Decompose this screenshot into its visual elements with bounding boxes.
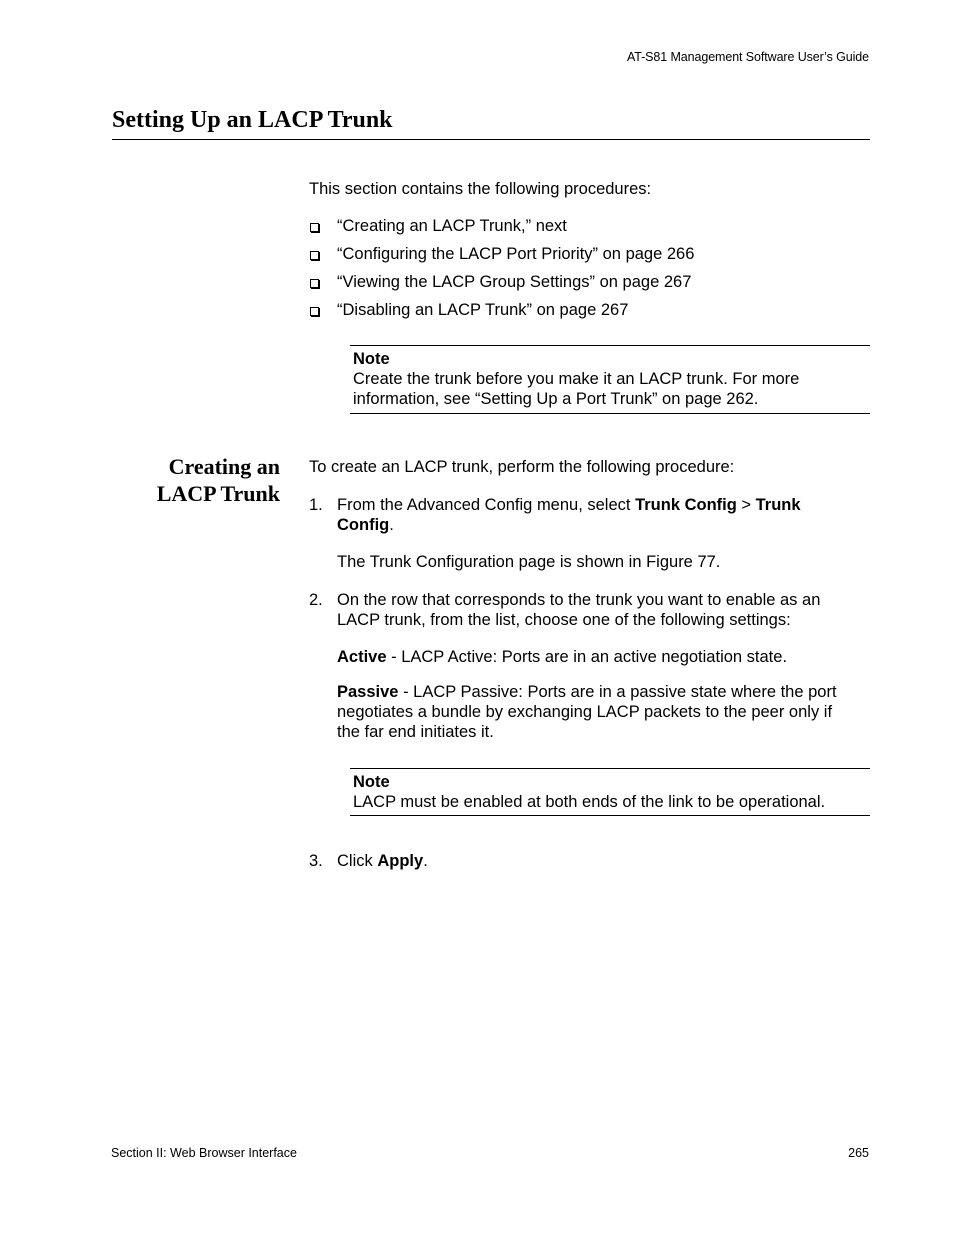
step-number: 2. bbox=[309, 591, 323, 609]
option-desc-line: negotiates a bundle by exchanging LACP packets to the peer only if bbox=[337, 703, 833, 721]
option-active bbox=[337, 647, 870, 667]
list-item bbox=[309, 272, 694, 300]
note-box bbox=[350, 768, 870, 816]
section-title: Setting Up an LACP Trunk bbox=[112, 107, 393, 133]
step-text-span: Click bbox=[337, 852, 378, 870]
subsection-title bbox=[157, 453, 280, 507]
option-desc: - LACP Active: Ports are in an active negotiation state. bbox=[386, 648, 788, 666]
step-number: 3. bbox=[309, 852, 323, 870]
step-text bbox=[337, 495, 870, 535]
menu-path-bold: Config bbox=[337, 516, 390, 534]
option-label: Active bbox=[337, 648, 387, 666]
checkbox-bullet-icon bbox=[310, 223, 319, 232]
note-line: information, see “Setting Up a Port Trunk” on page 262. bbox=[353, 390, 759, 408]
step-text-span: . bbox=[423, 852, 428, 870]
list-item-text: “Disabling an LACP Trunk” on page 267 bbox=[337, 301, 629, 319]
option-desc: - LACP Passive: Ports are in a passive state where the port bbox=[398, 683, 837, 701]
checkbox-bullet-icon bbox=[310, 251, 319, 260]
option-passive bbox=[337, 682, 870, 742]
checkbox-bullet-icon bbox=[310, 307, 319, 316]
step-text-span: > bbox=[736, 496, 756, 514]
note-heading: Note bbox=[353, 350, 390, 368]
note-heading: Note bbox=[353, 773, 390, 791]
subsection-title-line: LACP Trunk bbox=[156, 481, 280, 506]
checkbox-bullet-icon bbox=[310, 279, 319, 288]
step-line: On the row that corresponds to the trunk you want to enable as an bbox=[337, 591, 821, 609]
step-text-span: From the Advanced Config menu, select bbox=[337, 496, 636, 514]
step-text bbox=[337, 851, 870, 871]
list-item-text: “Creating an LACP Trunk,” next bbox=[337, 217, 567, 235]
step-followup: The Trunk Configuration page is shown in Figure 77. bbox=[337, 553, 721, 571]
option-label: Passive bbox=[337, 683, 399, 701]
list-item bbox=[309, 216, 694, 244]
footer-section: Section II: Web Browser Interface bbox=[111, 1146, 297, 1160]
note-line: LACP must be enabled at both ends of the link to be operational. bbox=[353, 793, 826, 811]
option-desc-line: the far end initiates it. bbox=[337, 723, 494, 741]
step-text-span: . bbox=[389, 516, 394, 534]
list-item-text: “Configuring the LACP Port Priority” on page 266 bbox=[337, 245, 695, 263]
apply-label: Apply bbox=[377, 852, 424, 870]
note-box bbox=[350, 345, 870, 414]
procedure-list bbox=[309, 216, 694, 328]
menu-path-bold: Trunk Config bbox=[635, 496, 737, 514]
intro-text: This section contains the following procedures: bbox=[309, 180, 652, 198]
step-line: LACP trunk, from the list, choose one of the following settings: bbox=[337, 611, 791, 629]
page-number: 265 bbox=[848, 1146, 869, 1160]
list-item bbox=[309, 300, 694, 328]
list-item bbox=[309, 244, 694, 272]
subsection-title-line: Creating an bbox=[168, 454, 280, 479]
step-text bbox=[337, 590, 870, 630]
note-line: Create the trunk before you make it an LACP trunk. For more bbox=[353, 370, 800, 388]
menu-path-bold: Trunk bbox=[755, 496, 801, 514]
title-divider bbox=[112, 139, 870, 140]
list-item-text: “Viewing the LACP Group Settings” on page 267 bbox=[337, 273, 692, 291]
subsection-intro: To create an LACP trunk, perform the following procedure: bbox=[309, 458, 735, 476]
step-number: 1. bbox=[309, 496, 323, 514]
running-header: AT-S81 Management Software User’s Guide bbox=[626, 50, 869, 64]
